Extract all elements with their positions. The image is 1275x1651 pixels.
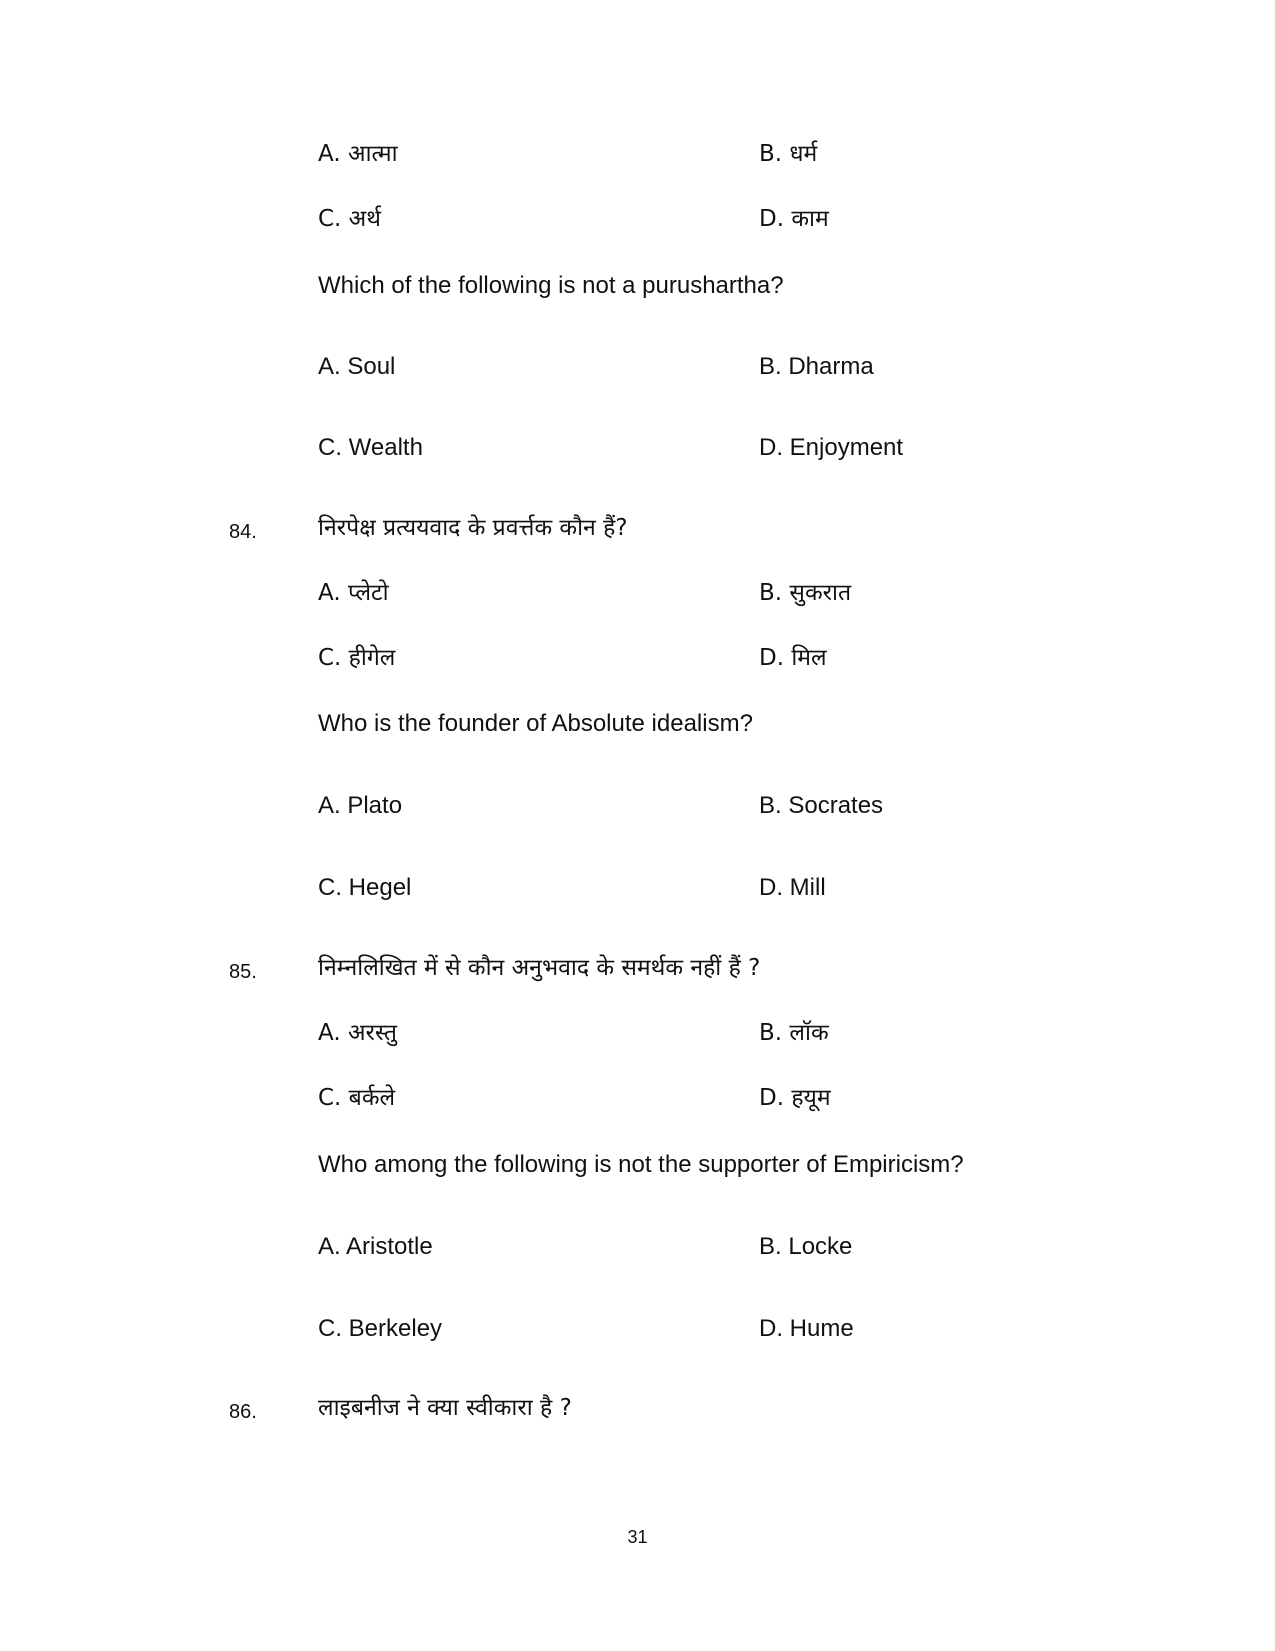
q84-hindi-option-a: A. प्लेटो xyxy=(318,580,389,606)
q83-english-option-a: A. Soul xyxy=(318,353,396,380)
q85-english-option-c: C. Berkeley xyxy=(318,1315,443,1342)
q85-hindi-option-d: D. हयूम xyxy=(759,1085,831,1111)
q84-english-option-d: D. Mill xyxy=(759,874,826,901)
q85-english-option-b: B. Locke xyxy=(759,1233,853,1260)
q84-hindi-question: निरपेक्ष प्रत्ययवाद के प्रवर्त्तक कौन हैं? xyxy=(318,515,628,541)
q84-hindi-option-b: B. सुकरात xyxy=(759,580,852,606)
q86-number: 86. xyxy=(229,1401,257,1423)
q84-hindi-option-c: C. हीगेल xyxy=(318,645,396,671)
q85-hindi-option-c: C. बर्कले xyxy=(318,1085,396,1111)
q85-english-option-a: A. Aristotle xyxy=(318,1233,433,1260)
q85-number: 85. xyxy=(229,961,257,983)
q83-english-option-d: D. Enjoyment xyxy=(759,434,904,461)
q85-hindi-option-a: A. अरस्तु xyxy=(318,1020,397,1046)
q83-hindi-option-d: D. काम xyxy=(759,206,829,232)
q84-english-question: Who is the founder of Absolute idealism? xyxy=(318,710,753,737)
page-number: 31 xyxy=(627,1527,648,1547)
q84-english-option-b: B. Socrates xyxy=(759,792,884,819)
q83-hindi-option-b: B. धर्म xyxy=(759,141,818,167)
q84-number: 84. xyxy=(229,521,257,543)
q85-english-question: Who among the following is not the supporter of Empiricism? xyxy=(318,1151,964,1178)
q83-hindi-option-c: C. अर्थ xyxy=(318,206,381,232)
q85-english-option-d: D. Hume xyxy=(759,1315,854,1342)
q84-english-option-c: C. Hegel xyxy=(318,874,412,901)
q83-hindi-option-a: A. आत्मा xyxy=(318,141,398,167)
q83-english-option-b: B. Dharma xyxy=(759,353,874,380)
q85-hindi-question: निम्नलिखित में से कौन अनुभवाद के समर्थक नहीं हैं ? xyxy=(318,955,761,981)
q86-hindi-question: लाइबनीज ने क्या स्वीकारा है ? xyxy=(318,1395,572,1421)
q84-english-option-a: A. Plato xyxy=(318,792,403,819)
q83-english-question: Which of the following is not a purushartha? xyxy=(318,272,784,299)
q84-hindi-option-d: D. मिल xyxy=(759,645,827,671)
q83-english-option-c: C. Wealth xyxy=(318,434,423,461)
q85-hindi-option-b: B. लॉक xyxy=(759,1020,829,1046)
